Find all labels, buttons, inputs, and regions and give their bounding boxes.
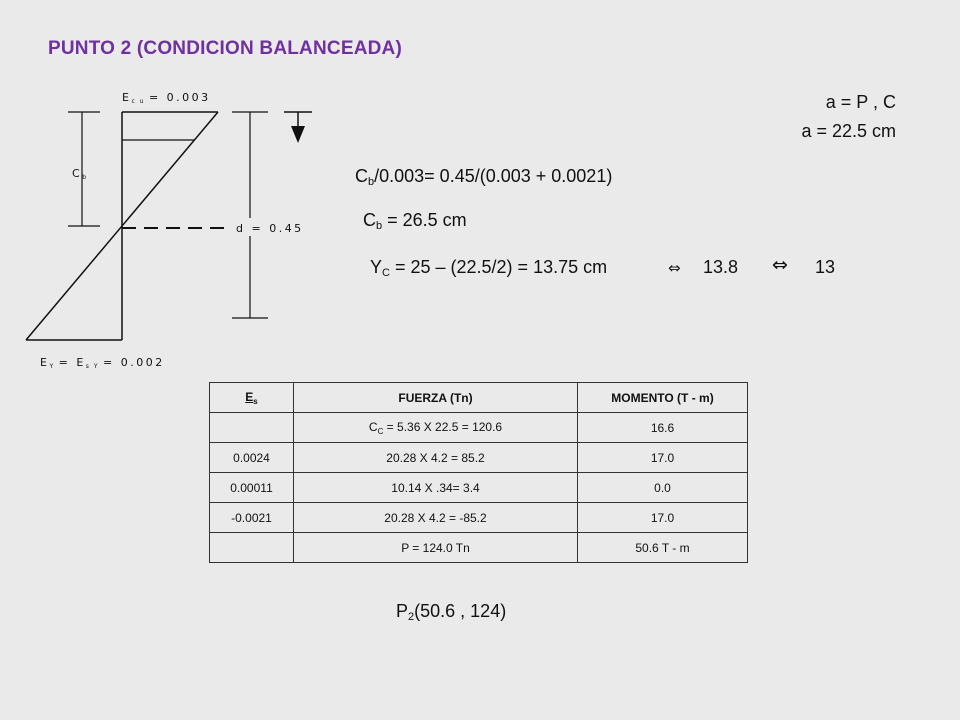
es-cell <box>210 533 294 563</box>
momento-header: MOMENTO (T - m) <box>578 383 748 413</box>
table-header-row <box>210 383 748 413</box>
fuerza-cell: 20.28 X 4.2 = 85.2 <box>294 443 578 473</box>
result-point: $P_2(50.6$ , 124) <box>396 601 507 623</box>
equivalence-arrow-icon: ⇔ <box>772 254 788 276</box>
es-cell: 0.00011 <box>210 473 294 503</box>
table-row <box>210 503 748 533</box>
table-total-row <box>210 533 748 563</box>
es-cell: 0.0024 <box>210 443 294 473</box>
down-arrow-icon <box>284 112 312 143</box>
fuerza-total-cell: P = 124.0 Tn <box>294 533 578 563</box>
momento-cell: 17.0 <box>578 503 748 533</box>
a-value: a = 22.5 cm <box>801 121 896 141</box>
page-title: PUNTO 2 (CONDICION BALANCEADA) <box>48 38 402 59</box>
equivalence-arrow-icon: ⇔ <box>668 259 681 277</box>
es-cell: -0.0021 <box>210 503 294 533</box>
fuerza-cell: $C_C = 5.36$ X 22.5 = 120.6 <box>294 413 578 443</box>
yc-equation: $Y_C = 25 - (22.5/2) = 13.75$ cm <box>370 257 608 279</box>
table-row <box>210 443 748 473</box>
table-row <box>210 413 748 443</box>
momento-cell: 17.0 <box>578 443 748 473</box>
fuerza-header: FUERZA (Tn) <box>294 383 578 413</box>
cb-diagram-label: Cb <box>72 167 88 181</box>
ey-diagram-label: EY = Es Y = 0.002 <box>40 356 165 370</box>
fuerza-cell: 20.28 X 4.2 = -85.2 <box>294 503 578 533</box>
momento-total-cell: 50.6 T - m <box>578 533 748 563</box>
fuerza-cell: 10.14 X .34= 3.4 <box>294 473 578 503</box>
es-header: $E_s$ <box>210 383 294 413</box>
cb-equation: $C_b/0.003= 0.45/(0.003 + 0.0021)$ <box>355 166 613 188</box>
a-formula: a = P , C <box>825 92 896 112</box>
ecu-diagram-label: Ec u = 0.003 <box>122 91 211 105</box>
table-row <box>210 473 748 503</box>
momento-cell: 0.0 <box>578 473 748 503</box>
es-cell <box>210 413 294 443</box>
d-diagram-label: d = 0.45 <box>236 222 304 235</box>
momento-cell: 16.6 <box>578 413 748 443</box>
cb-value: $C_b = 26.5$ cm <box>363 210 467 232</box>
yc-approx-2: 13 <box>815 257 836 277</box>
forces-table <box>209 382 748 563</box>
yc-approx-1: 13.8 <box>703 257 739 277</box>
